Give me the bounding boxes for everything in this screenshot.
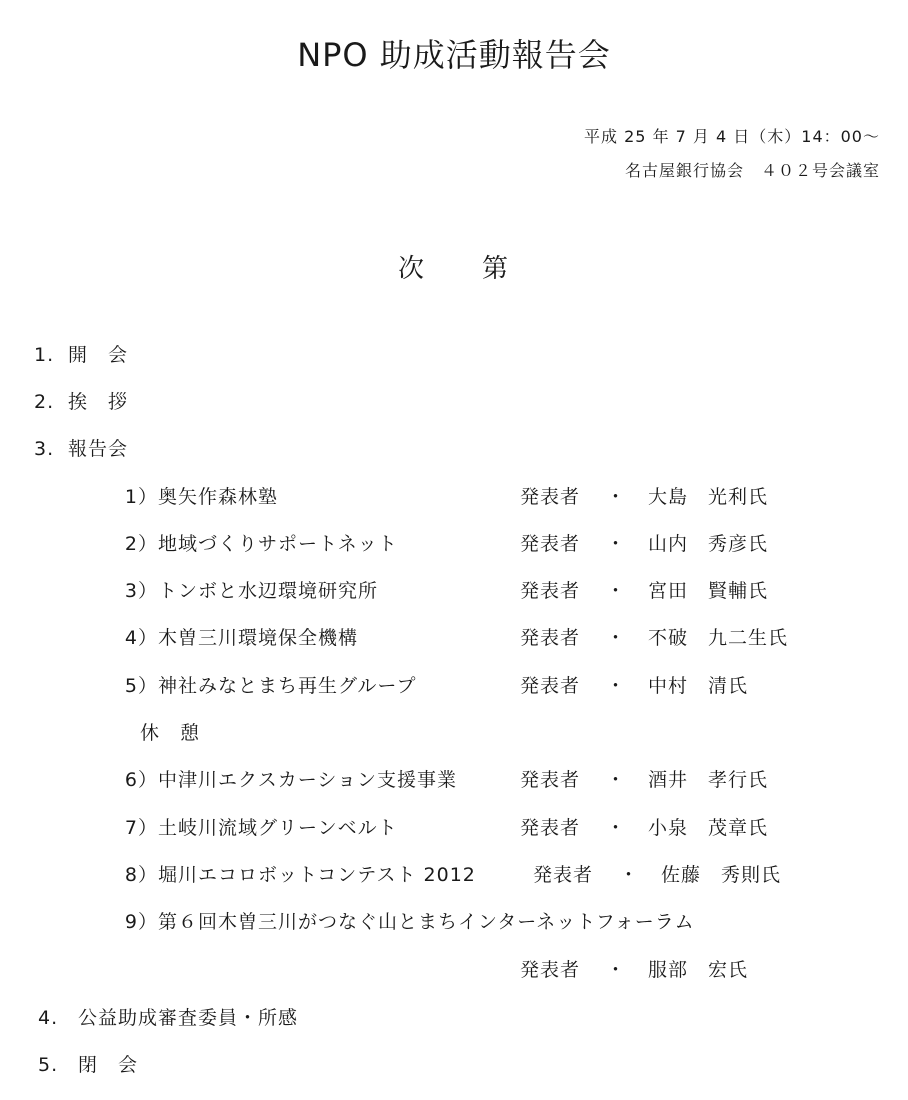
section-greeting [34, 387, 128, 414]
presenter-label: 発表者 [520, 675, 581, 697]
section-label: 開 会 [68, 344, 129, 366]
report-presenter [520, 765, 768, 792]
section-number: 1. [34, 344, 55, 366]
section-committee-remarks [38, 1003, 298, 1030]
break-label: 休 憩 [140, 722, 201, 744]
separator-dot: ・ [606, 959, 627, 981]
report-presenter [520, 529, 768, 556]
report-presenter [520, 955, 748, 982]
report-presenter [520, 813, 768, 840]
report-org: 木曽三川環境保全機構 [158, 627, 359, 649]
separator-dot: ・ [606, 486, 627, 508]
presenter-label: 発表者 [520, 959, 581, 981]
separator-dot: ・ [606, 627, 627, 649]
separator-dot: ・ [606, 580, 627, 602]
presenter-name: 中村 清氏 [648, 675, 749, 697]
report-item [118, 529, 398, 556]
report-presenter [520, 671, 748, 698]
report-org: 神社みなとまち再生グループ [158, 675, 417, 697]
report-number: 1） [124, 486, 158, 508]
report-org: 中津川エクスカーション支援事業 [158, 769, 458, 791]
report-item [118, 482, 278, 509]
report-org: トンボと水辺環境研究所 [158, 580, 379, 602]
presenter-label: 発表者 [520, 627, 581, 649]
report-item [118, 860, 476, 887]
report-number: 4） [124, 627, 158, 649]
presenter-label: 発表者 [533, 864, 594, 886]
section-label: 閉 会 [78, 1054, 139, 1076]
report-item [118, 907, 695, 934]
report-number: 2） [124, 533, 158, 555]
report-item [118, 623, 358, 650]
presenter-label: 発表者 [520, 769, 581, 791]
presenter-name: 山内 秀彦氏 [648, 533, 769, 555]
report-number: 6） [124, 769, 158, 791]
agenda-heading: 次 第 [397, 254, 510, 284]
report-number: 8） [124, 864, 158, 886]
section-number: 2. [34, 391, 55, 413]
report-item [118, 813, 398, 840]
section-number: 4. [38, 1007, 59, 1029]
section-number: 5. [38, 1054, 59, 1076]
section-reports [34, 434, 128, 461]
section-label: 挨 拶 [68, 391, 129, 413]
report-presenter [520, 623, 788, 650]
report-presenter [520, 482, 768, 509]
presenter-label: 発表者 [520, 533, 581, 555]
report-item [118, 576, 378, 603]
presenter-name: 大島 光利氏 [648, 486, 769, 508]
report-org: 第６回木曽三川がつなぐ山とまちインターネットフォーラム [158, 911, 695, 933]
separator-dot: ・ [619, 864, 640, 886]
separator-dot: ・ [606, 769, 627, 791]
separator-dot: ・ [606, 675, 627, 697]
section-number: 3. [34, 438, 55, 460]
presenter-name: 小泉 茂章氏 [648, 817, 769, 839]
document-title: NPO 助成活動報告会 [297, 36, 611, 74]
date-line: 平成 25 年 7 月 4 日（木）14：00～ [584, 127, 880, 146]
presenter-name: 服部 宏氏 [648, 959, 749, 981]
report-item [118, 671, 416, 698]
presenter-label: 発表者 [520, 580, 581, 602]
report-org: 堀川エコロボットコンテスト 2012 [158, 864, 476, 886]
report-number: 5） [124, 675, 158, 697]
report-org: 地域づくりサポートネット [158, 533, 398, 555]
section-label: 報告会 [68, 438, 129, 460]
presenter-label: 発表者 [520, 817, 581, 839]
presenter-label: 発表者 [520, 486, 581, 508]
report-org: 奥矢作森林塾 [158, 486, 279, 508]
report-presenter [533, 860, 781, 887]
separator-dot: ・ [606, 817, 627, 839]
venue-line: 名古屋銀行協会 ４０２号会議室 [624, 161, 880, 180]
report-item [118, 765, 457, 792]
report-presenter [520, 576, 768, 603]
report-number: 3） [124, 580, 158, 602]
presenter-name: 不破 九二生氏 [648, 627, 789, 649]
section-closing [38, 1050, 138, 1077]
presenter-name: 佐藤 秀則氏 [661, 864, 782, 886]
section-opening [34, 340, 128, 367]
presenter-name: 酒井 孝行氏 [648, 769, 769, 791]
report-number: 9） [124, 911, 158, 933]
section-label: 公益助成審査委員・所感 [78, 1007, 299, 1029]
report-org: 土岐川流域グリーンベルト [158, 817, 398, 839]
presenter-name: 宮田 賢輔氏 [648, 580, 769, 602]
separator-dot: ・ [606, 533, 627, 555]
report-number: 7） [124, 817, 158, 839]
